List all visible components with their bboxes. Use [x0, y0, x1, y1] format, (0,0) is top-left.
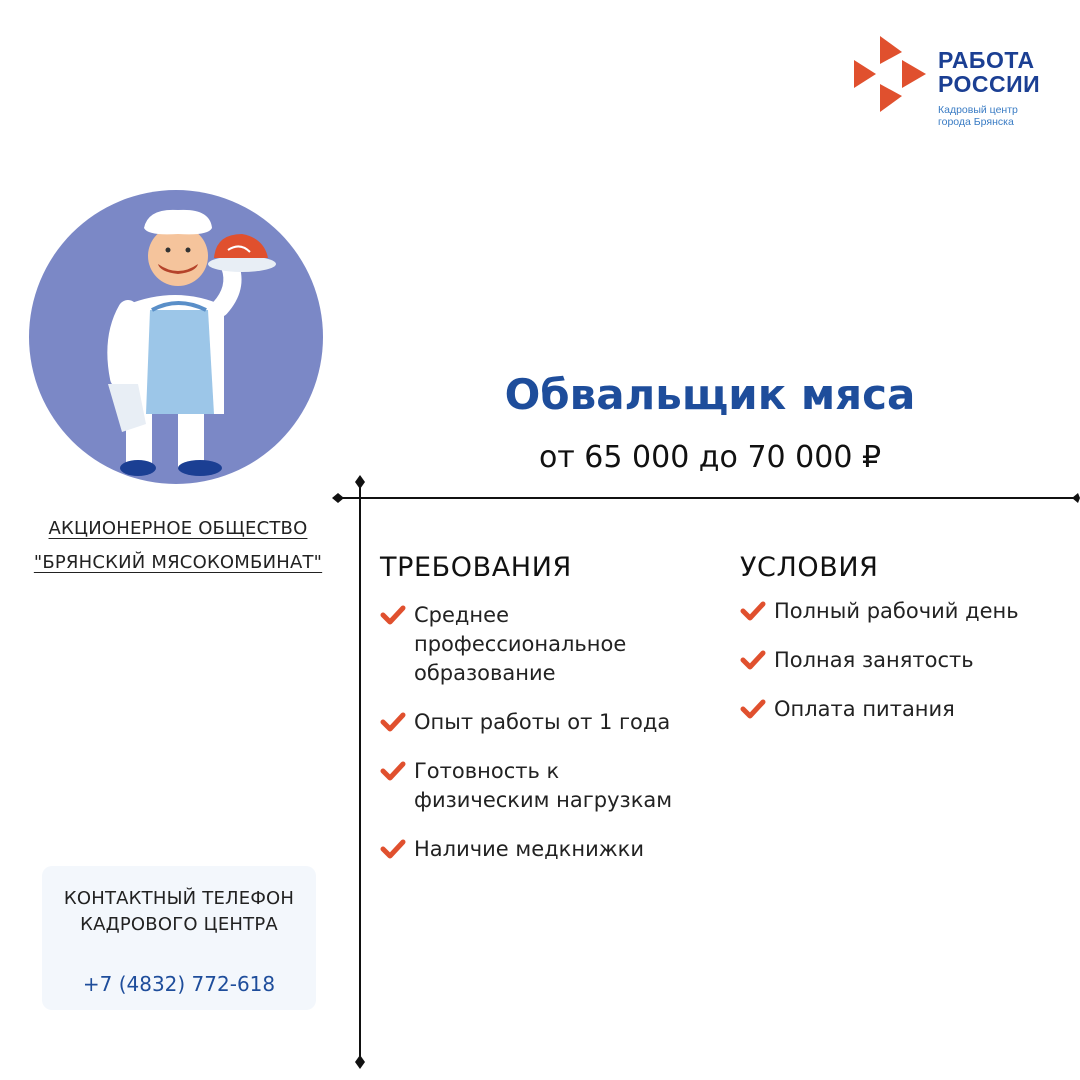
requirement-item: Наличие медкнижки: [380, 835, 720, 864]
requirements-heading: ТРЕБОВАНИЯ: [380, 552, 572, 583]
condition-item: Полная занятость: [740, 646, 1070, 675]
logo-subtitle: Кадровый центр города Брянска: [938, 104, 1018, 128]
contact-phone-link[interactable]: +7 (4832) 772-618: [82, 972, 276, 996]
condition-item: Оплата питания: [740, 695, 1070, 724]
check-icon: [740, 600, 766, 622]
contact-label: КОНТАКТНЫЙ ТЕЛЕФОН КАДРОВОГО ЦЕНТРА: [63, 888, 295, 935]
salary-range: от 65 000 до 70 000 ₽: [538, 440, 882, 475]
check-icon: [740, 649, 766, 671]
conditions-section: [740, 552, 1070, 744]
check-icon: [380, 604, 406, 626]
requirement-item: Опыт работы от 1 года: [380, 708, 720, 737]
condition-item: Полный рабочий день: [740, 597, 1070, 626]
logo-title: РАБОТА РОССИИ: [938, 47, 1041, 97]
check-icon: [740, 698, 766, 720]
company-name-line2: "БРЯНСКИЙ МЯСОКОМБИНАТ": [33, 552, 323, 573]
requirements-section: [380, 552, 720, 884]
company-name-line1: АКЦИОНЕРНОЕ ОБЩЕСТВО: [48, 518, 308, 539]
check-icon: [380, 711, 406, 733]
conditions-heading: УСЛОВИЯ: [740, 552, 879, 583]
check-icon: [380, 838, 406, 860]
requirement-item: Среднее профессиональное образование: [380, 601, 720, 688]
check-icon: [380, 760, 406, 782]
job-title: Обвальщик мяса: [504, 370, 916, 419]
contact-card: [42, 866, 316, 1010]
requirement-item: Готовность к физическим нагрузкам: [380, 757, 720, 815]
